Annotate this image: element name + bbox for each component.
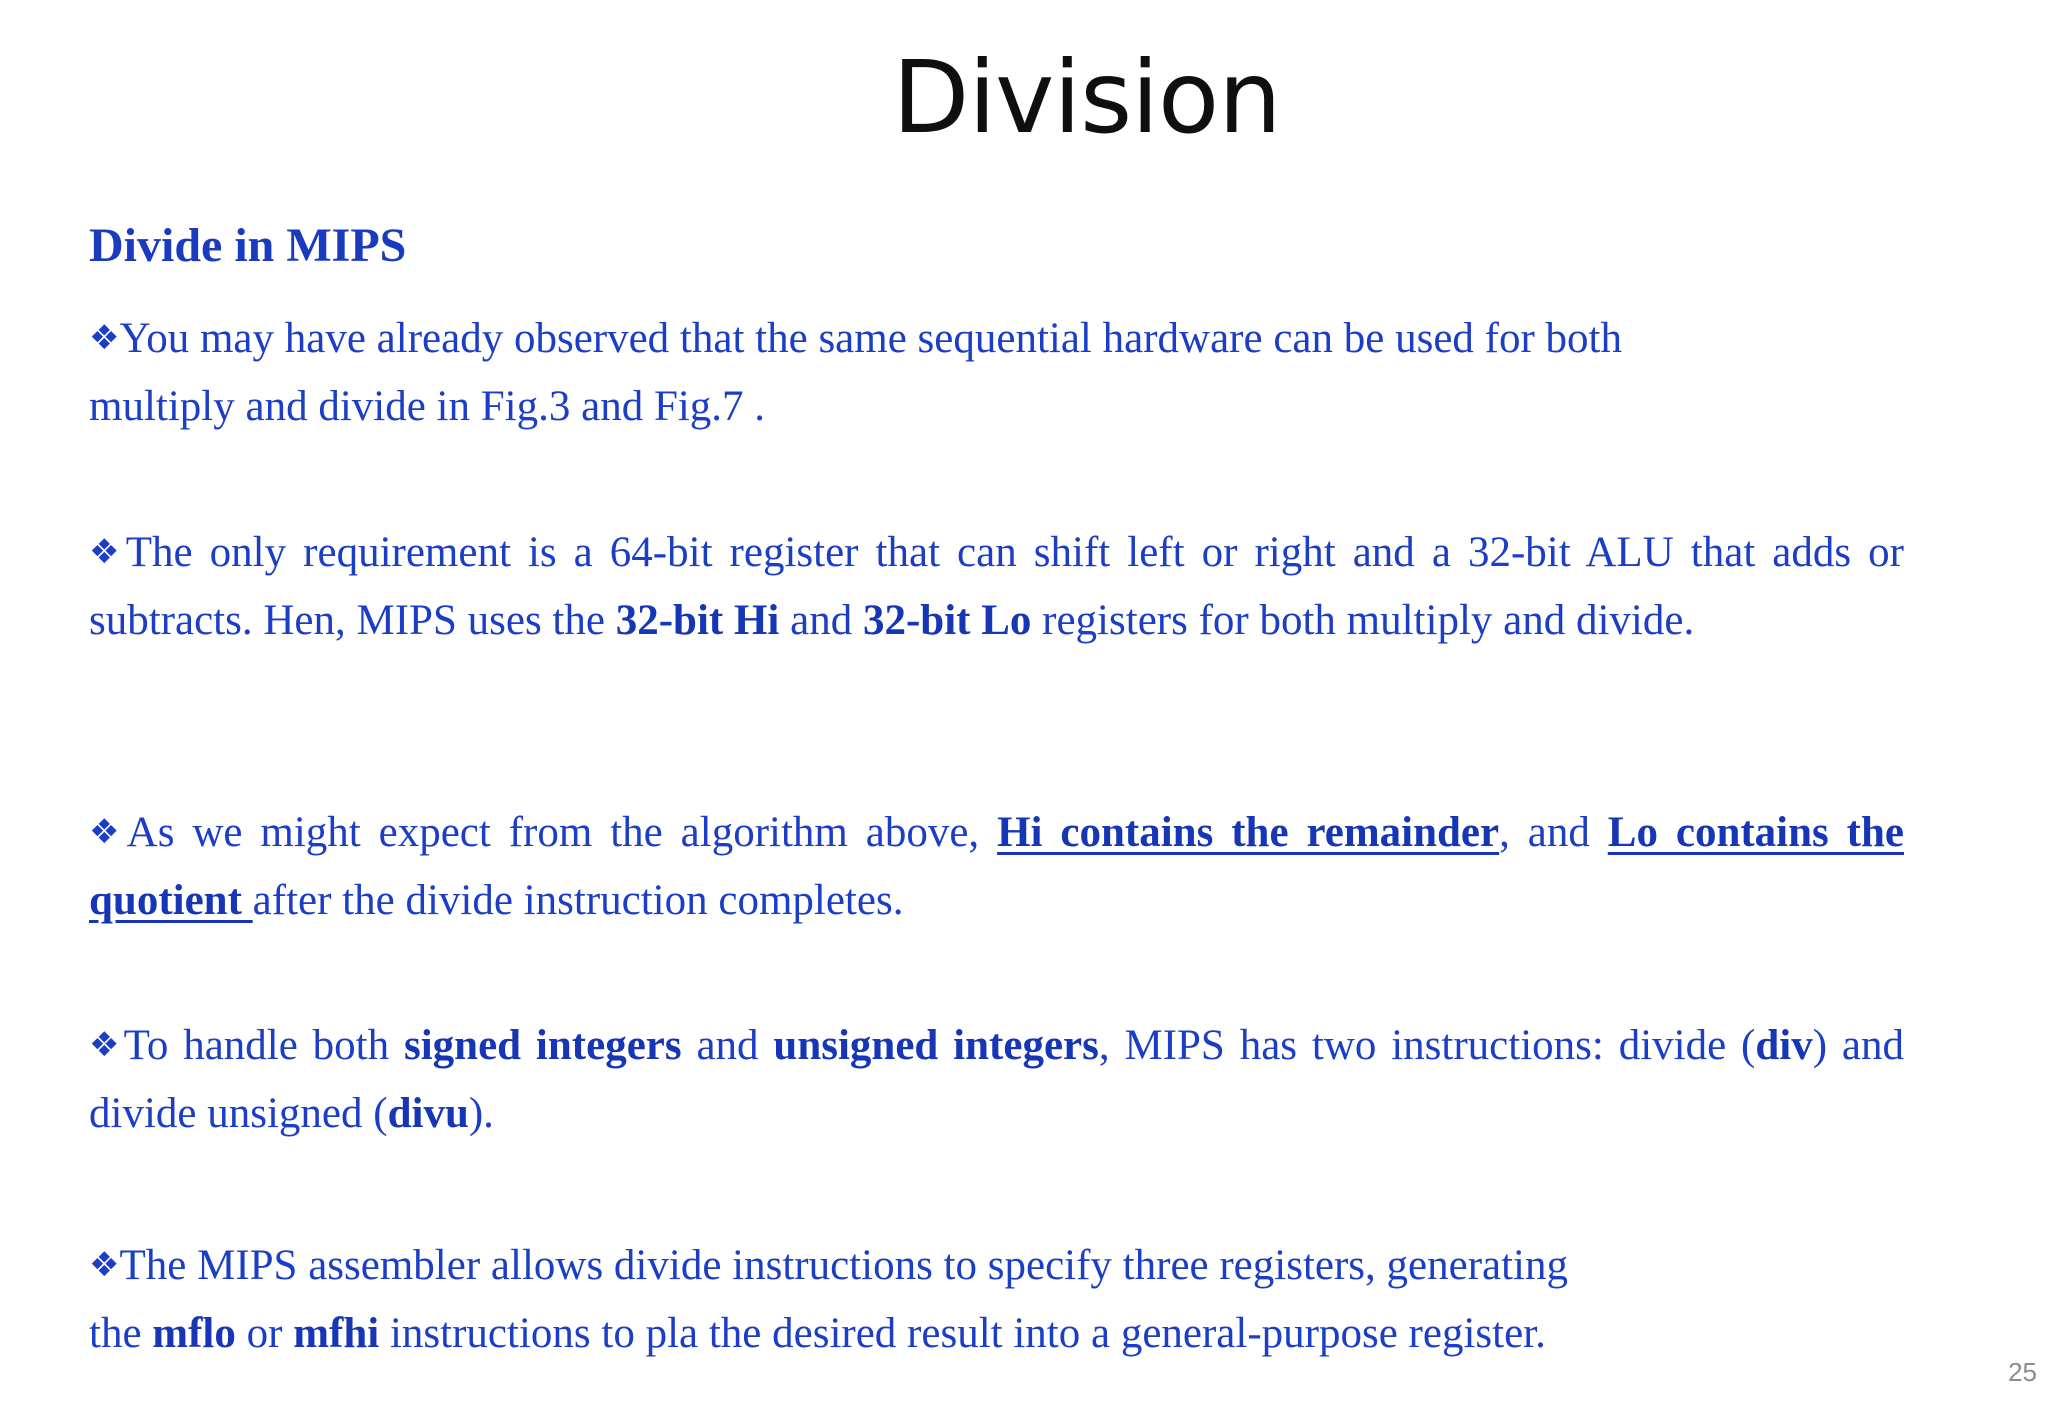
p5-text-a: The MIPS assembler allows divide instructions to specify three registers, generating: [119, 1242, 1569, 1289]
p4-bold-div: div: [1755, 1022, 1813, 1069]
p4-bold-divu: divu: [387, 1090, 469, 1137]
p2-text-b: and: [779, 597, 863, 644]
paragraph-assembler: [89, 1233, 1904, 1367]
diamond-bullet-icon: ❖: [89, 1245, 120, 1285]
p4-text-d: ) and divide unsigned (: [89, 1022, 1904, 1137]
diamond-bullet-icon: ❖: [89, 812, 127, 852]
p1-text-a: You may have already observed that the same sequential hardware can be used for both: [119, 315, 1622, 362]
p2-bold-lo: 32-bit Lo: [862, 597, 1032, 644]
slide-title: Division: [892, 39, 1281, 156]
diamond-bullet-icon: ❖: [89, 532, 126, 572]
p2-bold-hi: 32-bit Hi: [615, 597, 780, 644]
p4-text-e: ).: [468, 1090, 494, 1137]
paragraph-shared-hardware: [89, 306, 1904, 440]
p4-text-a: To handle both: [123, 1022, 404, 1069]
p5-text-c: or: [235, 1310, 294, 1357]
section-heading: Divide in MIPS: [89, 219, 407, 272]
paragraph-requirement: [89, 520, 1904, 654]
p5-text-b: the: [89, 1310, 153, 1357]
p4-bold-signed: signed integers: [403, 1022, 682, 1069]
p5-bold-mflo: mflo: [152, 1310, 236, 1357]
p4-text-b: and: [681, 1022, 774, 1069]
p3-text-b: , and: [1499, 809, 1608, 856]
p3-text-a: As we might expect from the algorithm above,: [126, 809, 998, 856]
p3-underlined-quotient: Lo contains the quotient: [89, 809, 1904, 924]
p2-text-c: registers for both multiply and divide.: [1031, 597, 1695, 644]
p1-text-b: multiply and divide in Fig.3 and Fig.7 .: [89, 383, 766, 430]
diamond-bullet-icon: ❖: [89, 1025, 124, 1065]
paragraph-signed-unsigned: [89, 1013, 1904, 1147]
p3-text-c: after the divide instruction completes.: [252, 877, 904, 924]
paragraph-hi-lo-results: [89, 800, 1904, 934]
p5-text-d: instructions to pla the desired result into a general-purpose register.: [379, 1310, 1546, 1357]
p2-text-a: The only requirement is a 64-bit register that can shift left or right and a 32-bit ALU that adds or subtracts. Hen, MIPS uses the: [89, 529, 1904, 644]
diamond-bullet-icon: ❖: [89, 318, 120, 358]
p4-text-c: , MIPS has two instructions: divide (: [1098, 1022, 1756, 1069]
p5-bold-mfhi: mfhi: [293, 1310, 380, 1357]
page-number: 25: [2008, 1357, 2037, 1387]
p4-bold-unsigned: unsigned integers: [773, 1022, 1099, 1069]
p3-underlined-remainder: Hi contains the remainder: [997, 809, 1500, 856]
